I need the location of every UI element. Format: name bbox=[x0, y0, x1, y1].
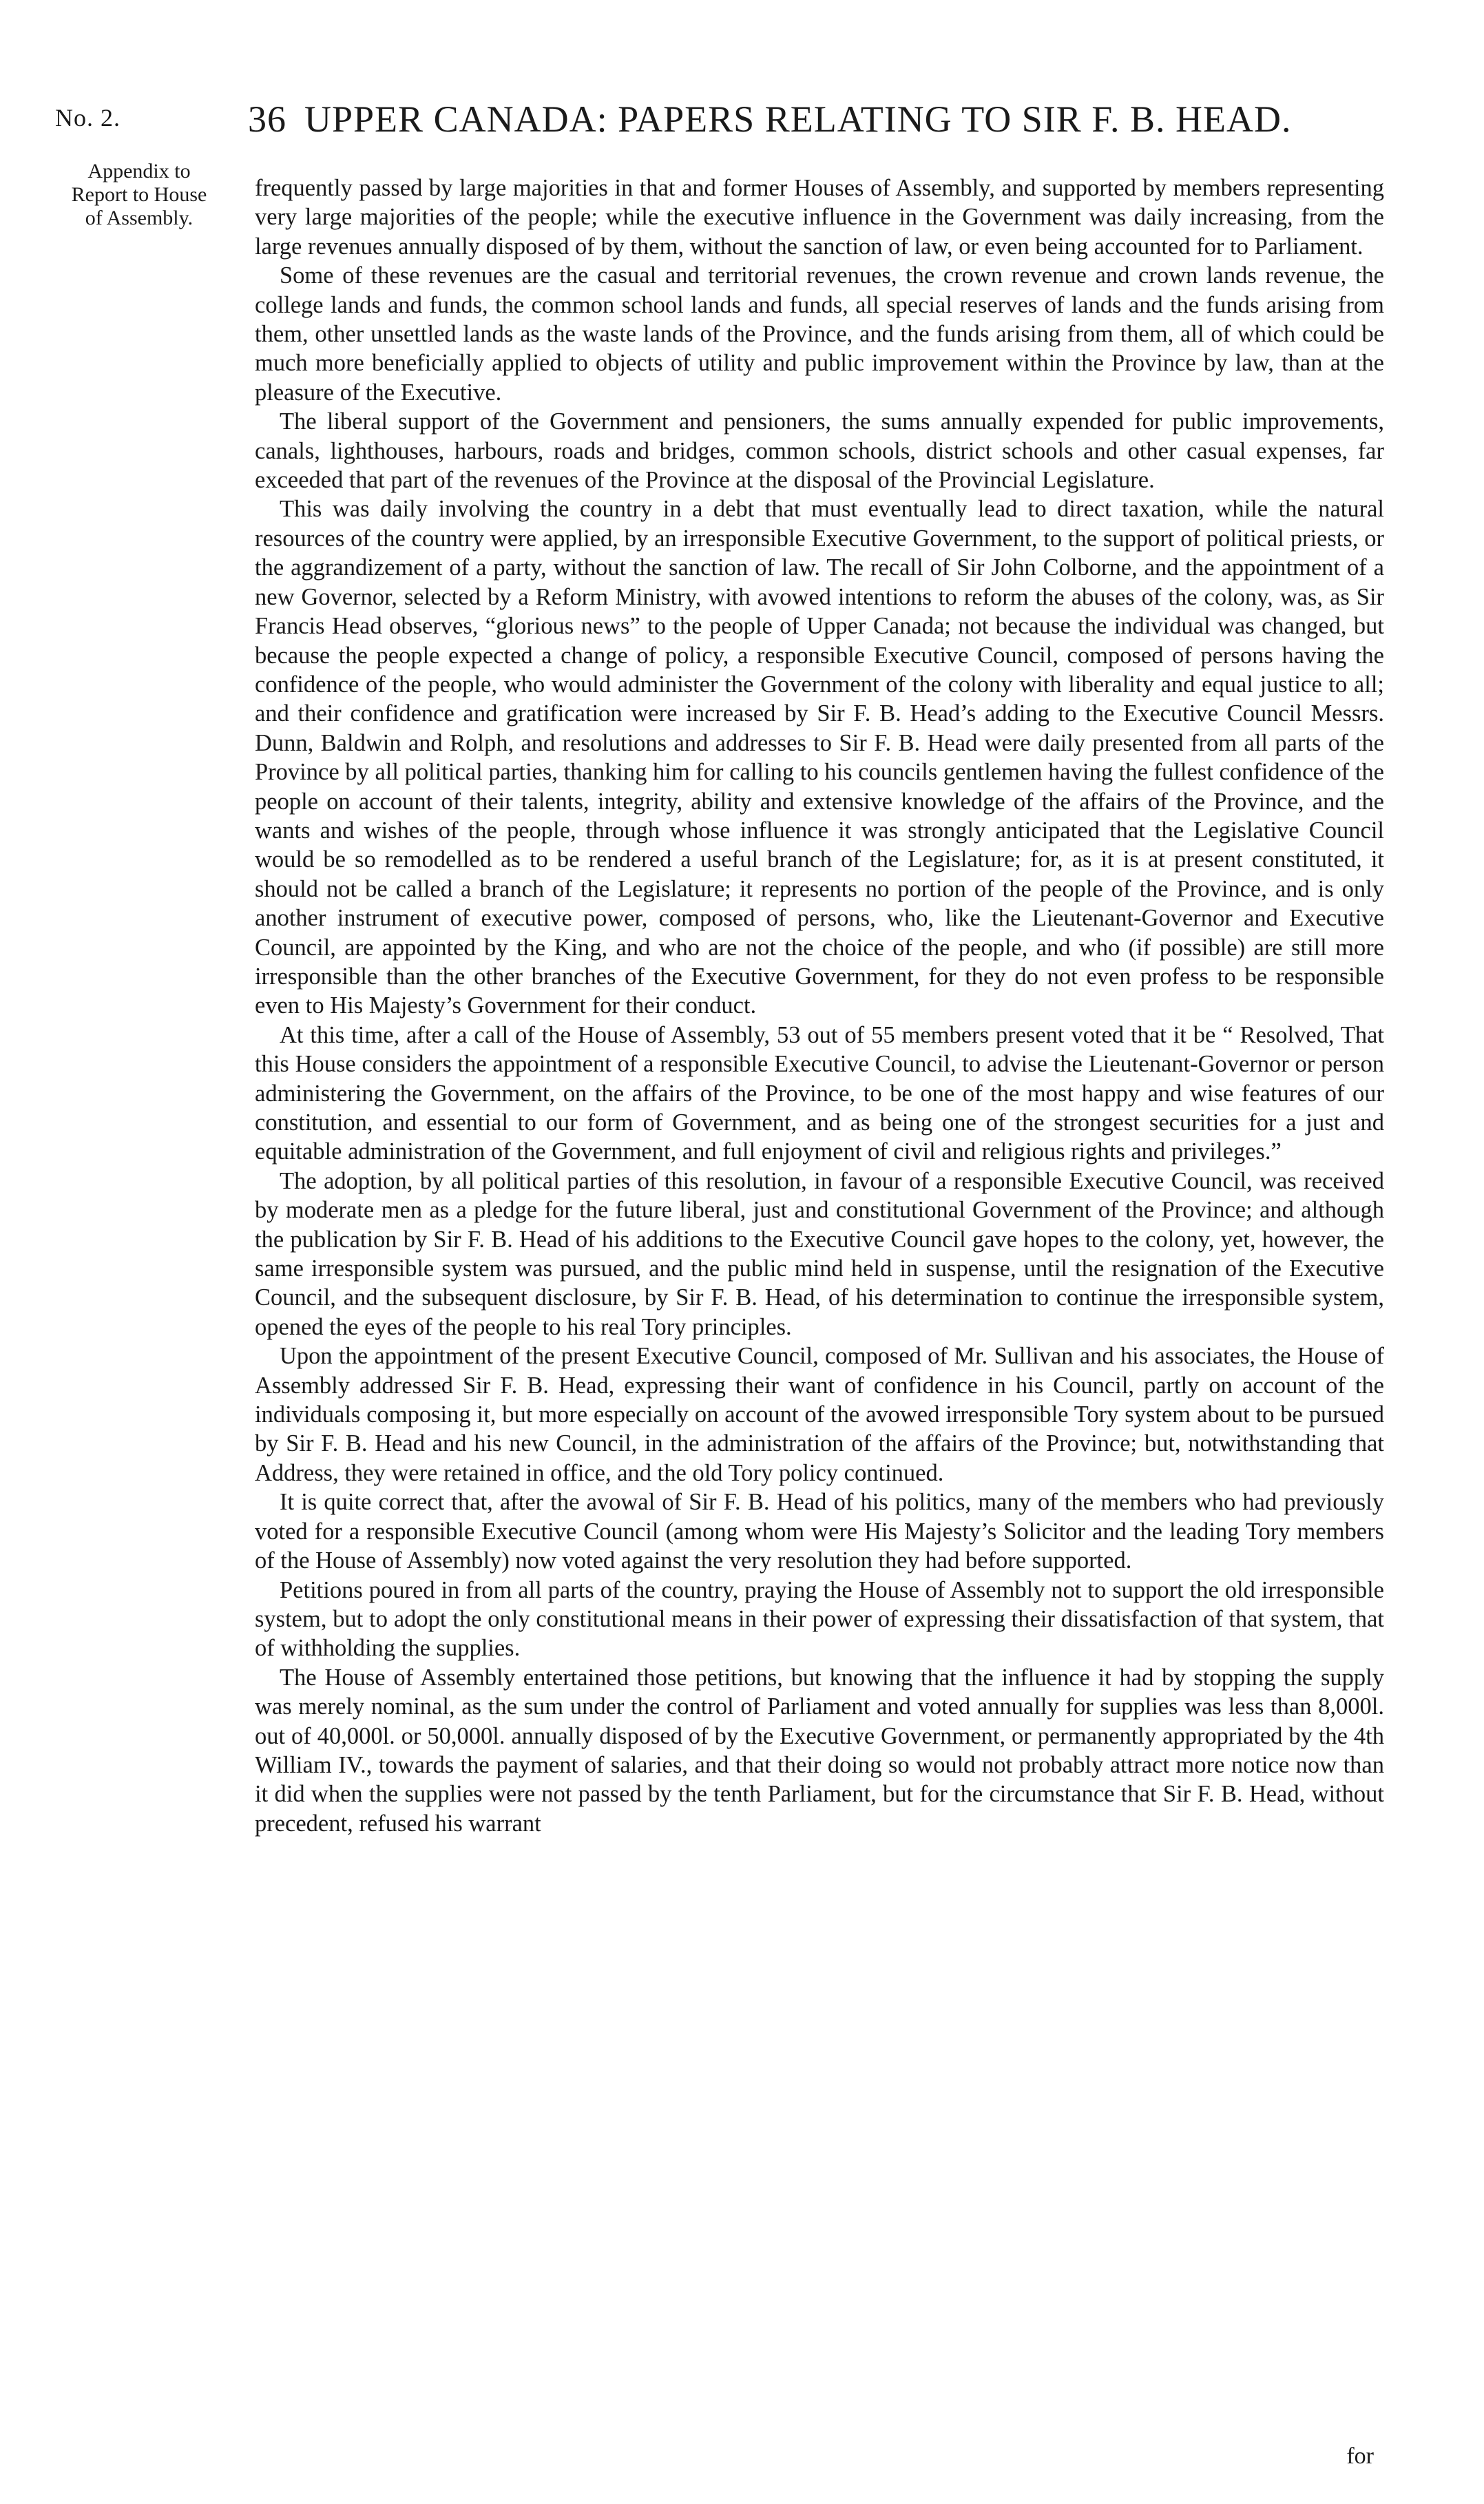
paragraph: The adoption, by all political parties of this resolution, in favour of a responsible Executive Council, was received by moderate men as a pledge for the future liberal, just and constitutional Government of the Province; and although the publication by Sir F. B. Head of his additions to the Executive Council gave hopes to the colony, yet, however, the same irresponsible system was pursued, and the public mind held in suspense, until the resignation of the Executive Council, and the subsequent disclosure, by Sir F. B. Head, of his determination to continue the irresponsible system, opened the eyes of the people to his real Tory principles. bbox=[255, 1167, 1384, 1340]
paragraph: The House of Assembly entertained those petitions, but knowing that the influence it had by stopping the supply was merely nominal, as the sum under the control of Parliament and voted annually for supplies was less than 8,000l. out of 40,000l. or 50,000l. annually disposed of by the Executive Government, or permanently appropriated by the 4th William IV., towards the payment of salaries, and that their doing so would not probably attract more notice now than it did when the supplies were not passed by the tenth Parliament, but for the circumstance that Sir F. B. Head, without precedent, refused his warrant bbox=[255, 1664, 1384, 1837]
page-number: 36 bbox=[248, 98, 286, 140]
series-label: No. 2. bbox=[55, 104, 121, 132]
paragraph: This was daily involving the country in a debt that must eventually lead to direct taxation, while the natural resources of the country were applied, by an irresponsible Executive Government, to the support of political priests, or the aggrandizement of a party, without the sanction of law. The recall of Sir John Colborne, and the appointment of a new Governor, selected by a Reform Ministry, with avowed intentions to reform the abuses of the colony, was, as Sir Francis Head observes, “glorious news” to the people of Upper Canada; not because the individual was changed, but because the people expected a change of policy, a responsible Executive Council, composed of persons having the confidence of the people, who would administer the Government of the colony with liberality and equal justice to all; and their confidence and gratification were increased by Sir F. B. Head’s adding to the Executive Council Messrs. Dunn, Baldwin and Rolph, and resolutions and addresses to Sir F. B. Head were daily presented from all parts of the Province by all political parties, thanking him for calling to his councils gentlemen having the fullest confidence of the people on account of their talents, integrity, ability and extensive knowledge of the affairs of the Province, and the wants and wishes of the people, through whose influence it was strongly anticipated that the Legislative Council would be so remodelled as to be rendered a useful branch of the Legislature; for, as it is at present constituted, it should not be called a branch of the Legislature; it represents no portion of the people of the Province, and is only another instrument of executive power, composed of persons, who, like the Lieutenant-Governor and Executive Council, are appointed by the King, and who are not the choice of the people, and who (if possible) are still more irresponsible than the other branches of the Executive Government, for they do not even profess to be responsible even to His Majesty’s Government for their conduct. bbox=[255, 496, 1384, 1019]
paragraph: It is quite correct that, after the avowal of Sir F. B. Head of his politics, many of the members who had previously voted for a responsible Executive Council (among whom were His Majesty’s Solicitor and the leading Tory members of the House of Assembly) now voted against the very resolution they had before supported. bbox=[255, 1489, 1384, 1574]
running-header bbox=[248, 98, 1363, 140]
margin-note bbox=[36, 160, 242, 230]
margin-note-line: of Assembly. bbox=[85, 207, 194, 229]
paragraph: Upon the appointment of the present Executive Council, composed of Mr. Sullivan and his associates, the House of Assembly addressed Sir F. B. Head, expressing their want of confidence in his Council, partly on account of the individuals composing it, but more especially on account of the avowed irresponsible Tory system about to be pursued by Sir F. B. Head and his new Council, in the administration of the affairs of the Province; but, notwithstanding that Address, they were retained in office, and the old Tory policy continued. bbox=[255, 1343, 1384, 1486]
catchword: for bbox=[1346, 2443, 1374, 2469]
running-title: UPPER CANADA: PAPERS RELATING TO SIR F. B. HEAD. bbox=[304, 98, 1292, 140]
paragraph: Some of these revenues are the casual and territorial revenues, the crown revenue and crown lands revenue, the college lands and funds, the common school lands and funds, all special reserves of lands and the funds arising from them, other unsettled lands as the waste lands of the Province, and the funds arising from them, all of which could be much more beneficially applied to objects of utility and public improvement within the Province by law, than at the pleasure of the Executive. bbox=[255, 262, 1384, 406]
paragraph: At this time, after a call of the House of Assembly, 53 out of 55 members present voted that it be “ Resolved, That this House considers the appointment of a responsible Executive Council, to advise the Lieutenant-Governor or person administering the Government, on the affairs of the Province, to be one of the most happy and wise features of our constitution, and essential to our form of Government, and as being one of the strongest securities for a just and equitable administration of the Government, and full enjoyment of civil and religious rights and privileges.” bbox=[255, 1021, 1384, 1165]
paragraph: frequently passed by large majorities in that and former Houses of Assembly, and supported by members representing very large majorities of the people; while the executive influence in the Government was daily increasing, from the large revenues annually disposed of by them, without the sanction of law, or even being accounted for to Parliament. bbox=[255, 175, 1384, 260]
paragraph: Petitions poured in from all parts of the country, praying the House of Assembly not to support the old irresponsible system, but to adopt the only constitutional means in their power of expressing their dissatisfaction of that system, that of withholding the supplies. bbox=[255, 1576, 1384, 1662]
paragraph: The liberal support of the Government and pensioners, the sums annually expended for public improvements, canals, lighthouses, harbours, roads and bridges, common schools, district schools and other casual expenses, far exceeded that part of the revenues of the Province at the disposal of the Provincial Legislature. bbox=[255, 408, 1384, 494]
margin-note-line: Report to House bbox=[71, 183, 207, 206]
body-text bbox=[255, 174, 1384, 1838]
margin-note-line: Appendix to bbox=[87, 160, 191, 182]
